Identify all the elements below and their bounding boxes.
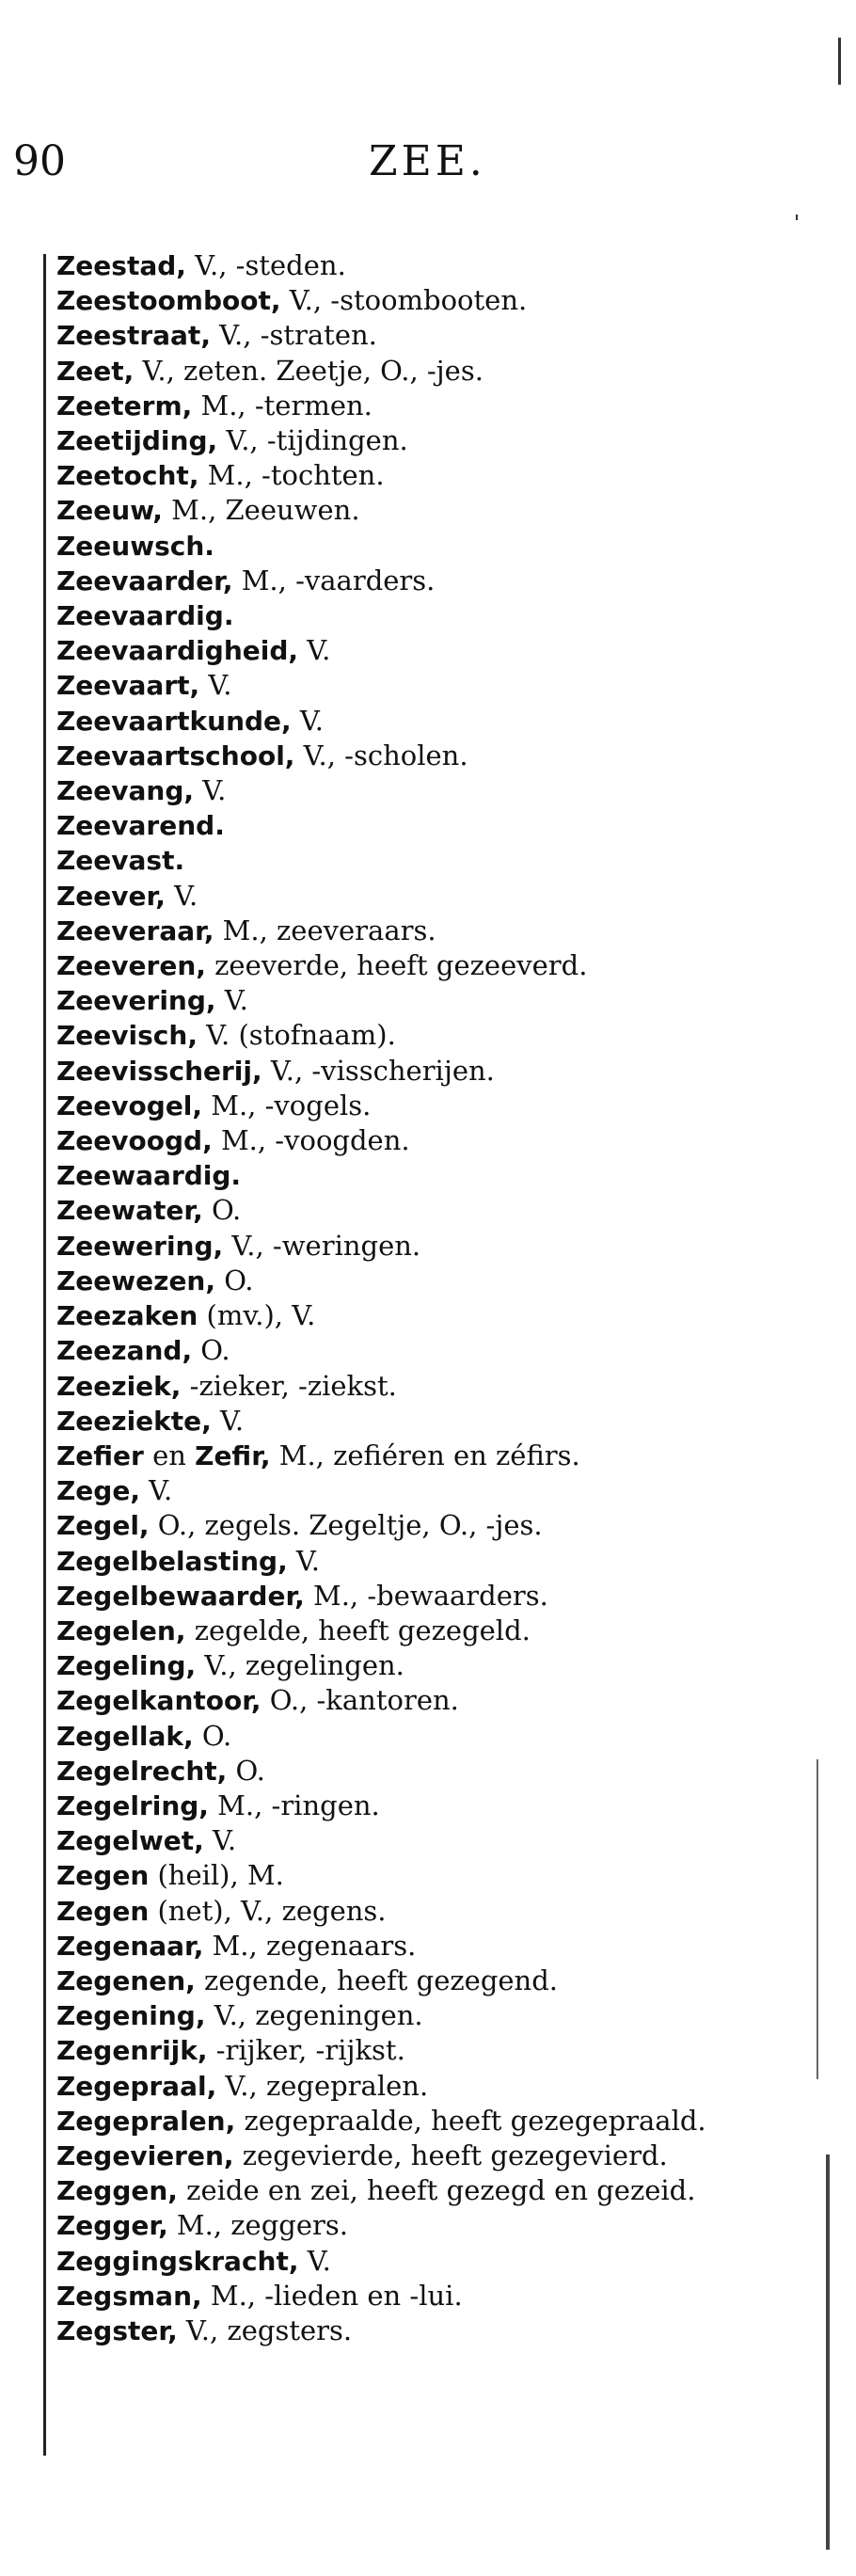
dictionary-entry [56,1964,828,1998]
entry-headword: Zegenrijk, [56,2035,208,2067]
dictionary-entry [56,1333,828,1368]
entry-definition: M., -tochten. [198,459,385,492]
dictionary-entry [56,1404,828,1439]
entry-headword: Zegelwet, [56,1825,204,1857]
entry-definition: O., zegels. Zegeltje, O., -jes. [149,1509,543,1542]
entry-headword: Zegellak, [56,1720,194,1752]
entry-headword: Zegelkantoor, [56,1685,262,1717]
entry-definition: M., zeeveraars. [214,914,436,946]
dictionary-entries [56,248,828,2348]
dictionary-entry [56,1264,828,1298]
entry-headword: Zegger, [56,2210,168,2242]
entry-definition: (heil), M. [149,1859,284,1892]
entry-definition: V. [203,1824,237,1857]
entry-definition: M., zefiéren en zéfirs. [270,1439,580,1471]
scan-edge-mark [816,1759,818,2079]
entry-headword: Zeestraat, [56,320,211,352]
entry-headword: Zegelring, [56,1789,209,1821]
entry-headword: Zeevaartkunde, [56,705,292,737]
dictionary-entry [56,1054,828,1089]
entry-definition: -zieker, -ziekst. [181,1369,397,1402]
dictionary-entry [56,948,828,983]
dictionary-entry [56,2069,828,2104]
dictionary-entry [56,843,828,878]
entry-headword: Zeever, [56,880,166,912]
entry-definition: V. [211,1404,245,1437]
dictionary-entry [56,283,828,318]
dictionary-entry [56,1648,828,1683]
entry-headword: Zeeuwsch. [56,530,214,562]
dictionary-entry [56,1858,828,1893]
dictionary-entry [56,2244,828,2279]
dictionary-entry [56,1123,828,1158]
dictionary-entry [56,598,828,633]
entry-definition: V. [298,2244,331,2277]
entry-definition: -rijker, -rijkst. [207,2034,405,2067]
entry-headword: Zeeterm, [56,390,193,421]
entry-definition: V. [291,704,324,737]
entry-headword: Zegelen, [56,1614,186,1646]
entry-headword: Zeevogel, [56,1089,203,1121]
dictionary-entry [56,389,828,423]
dictionary-entry [56,1719,828,1754]
entry-headword: Zeevaartschool, [56,739,295,771]
entry-headword: Zegevieren, [56,2139,234,2171]
entry-definition: M., -voogden. [212,1124,410,1157]
entry-definition: O. [202,1194,242,1227]
entry-headword: Zegelbelasting, [56,1545,288,1577]
entry-definition: V., -weringen. [223,1229,421,1262]
entry-headword: Zeevisscherij, [56,1055,262,1087]
entry-definition: V., zegeningen. [205,1999,423,2032]
entry-definition: O., -kantoren. [261,1684,459,1717]
entry-definition: V., -visscherijen. [262,1054,495,1087]
entry-headword: Zeetocht, [56,460,199,492]
dictionary-entry [56,1229,828,1264]
page-number: 90 [13,137,66,185]
entry-headword: Zeevang, [56,775,195,807]
dictionary-entry [56,1754,828,1789]
entry-headword: Zeevering, [56,985,216,1017]
dictionary-entry [56,2314,828,2348]
entry-headword: Zegeling, [56,1650,197,1682]
dictionary-entry [56,1018,828,1053]
dictionary-entry [56,1473,828,1508]
entry-definition: zeide en zei, heeft gezegd en gezeid. [177,2174,696,2207]
entry-definition: zegelde, heeft gezegeld. [185,1614,531,1646]
entry-definition: V. [139,1474,173,1507]
dictionary-entry [56,493,828,528]
entry-headword: Zeevarend. [56,810,225,842]
dictionary-entry [56,1929,828,1964]
entry-definition: V. [287,1544,321,1577]
entry-definition: V. [215,984,248,1017]
dictionary-entry [56,1998,828,2033]
entry-definition: O. [192,1334,230,1367]
dictionary-entry [56,1823,828,1858]
entry-headword: Zeeziekte, [56,1405,212,1437]
entry-definition: O. [193,1719,232,1752]
entry-definition: (net), V., zegens. [149,1894,387,1927]
dictionary-entry [56,1369,828,1404]
dictionary-entry [56,1544,828,1579]
dictionary-entry [56,808,828,843]
entry-headword: Zegen [56,1860,150,1892]
dictionary-entry [56,354,828,389]
entry-definition: V., -steden. [185,249,346,281]
entry-headword: Zegenen, [56,1964,196,1996]
entry-headword: Zegening, [56,2000,206,2032]
dictionary-entry [56,2104,828,2139]
entry-headword: Zegenaar, [56,1930,204,1962]
entry-headword: Zeevoogd, [56,1125,213,1157]
entry-headword: Zegsman, [56,2280,202,2312]
entry-definition: zegepraalde, heeft gezegepraald. [235,2104,706,2137]
dictionary-entry [56,739,828,773]
dictionary-entry [56,529,828,564]
entry-headword: Zeevaardig. [56,600,234,632]
entry-headword: Zeevisch, [56,1020,198,1052]
dictionary-entry [56,879,828,914]
dictionary-entry [56,1683,828,1718]
dictionary-entry [56,914,828,948]
dictionary-entry [56,1789,828,1823]
entry-definition: V., -straten. [210,319,377,352]
page-heading: ZEE. [369,137,486,185]
scan-edge-mark [826,2155,830,2550]
entry-definition: zegevierde, heeft gezegevierd. [233,2139,668,2171]
entry-definition: V., zegepralen. [216,2069,429,2102]
dictionary-entry [56,2139,828,2173]
dictionary-entry [56,248,828,283]
dictionary-entry [56,1158,828,1193]
entry-definition: V., -stoombooten. [280,284,528,317]
scan-edge-mark [796,215,798,220]
entry-headword: Zeewaardig. [56,1160,242,1192]
entry-definition: V. [194,774,227,807]
entry-definition: en [143,1439,196,1471]
entry-headword: Zeevaart, [56,670,200,702]
dictionary-entry [56,1894,828,1929]
entry-definition: M., zeggers. [167,2209,348,2242]
entry-headword: Zeevaardigheid, [56,635,299,667]
dictionary-entry [56,633,828,668]
entry-headword: Zegelbewaarder, [56,1580,305,1612]
entry-headword: Zeetijding, [56,425,218,457]
entry-headword: Zege, [56,1475,140,1507]
entry-definition: (mv.), V. [198,1299,316,1332]
dictionary-entry [56,423,828,458]
dictionary-entry [56,983,828,1018]
entry-headword: Zeezaken [56,1300,198,1332]
entry-definition: V., zegsters. [177,2314,353,2346]
entry-definition: M., -termen. [192,389,373,421]
entry-headword: Zeeuw, [56,495,163,527]
dictionary-entry [56,564,828,598]
entry-headword: Zeeveraar, [56,914,214,946]
entry-definition: M., -vogels. [202,1089,372,1121]
entry-definition: V., -tijdingen. [217,424,408,457]
entry-definition: zeeverde, heeft gezeeverd. [205,949,588,982]
dictionary-entry [56,1508,828,1543]
entry-definition: zegende, heeft gezegend. [195,1964,559,1996]
entry-headword: Zeezand, [56,1335,193,1367]
dictionary-entry [56,2208,828,2243]
dictionary-entry [56,704,828,739]
dictionary-entry [56,773,828,808]
entry-headword: Zegster, [56,2314,178,2346]
dictionary-entry [56,1193,828,1228]
dictionary-entry [56,2033,828,2068]
dictionary-entry [56,1089,828,1123]
entry-headword: Zeevast. [56,845,185,877]
entry-headword: Zeet, [56,355,135,387]
dictionary-entry [56,1298,828,1333]
entry-headword-variant: Zefir, [195,1439,271,1471]
entry-definition: M., -lieden en -lui. [201,2279,463,2312]
column-rule [43,254,46,2456]
dictionary-entry [56,2279,828,2314]
entry-definition: V. [199,669,232,702]
entry-definition: V. [298,634,331,667]
entry-definition: M., -bewaarders. [304,1579,548,1612]
dictionary-entry [56,2173,828,2208]
entry-headword: Zeeveren, [56,950,206,982]
entry-headword: Zeeziek, [56,1370,182,1402]
entry-headword: Zegepraal, [56,2070,217,2102]
entry-headword: Zegel, [56,1510,150,1542]
dictionary-entry [56,1579,828,1614]
entry-headword: Zegen [56,1895,150,1927]
entry-headword: Zeggen, [56,2175,178,2207]
entry-headword: Zefier [56,1439,144,1471]
entry-definition: V., -scholen. [294,739,468,771]
entry-definition: V. [165,879,198,912]
entry-definition: M., Zeeuwen. [162,494,360,527]
entry-definition: V., zegelingen. [196,1649,404,1682]
entry-definition: V., zeten. Zeetje, O., -jes. [134,354,483,387]
entry-headword: Zeestad, [56,250,186,281]
entry-definition: V. (stofnaam). [197,1019,396,1052]
entry-headword: Zeewezen, [56,1264,215,1296]
entry-headword: Zeestoomboot, [56,285,281,317]
scan-edge-mark [838,38,841,85]
dictionary-entry [56,318,828,353]
entry-definition: M., zegenaars. [203,1929,417,1962]
entry-headword: Zeggingskracht, [56,2245,299,2277]
entry-headword: Zegelrecht, [56,1755,228,1787]
entry-definition: O. [215,1264,254,1296]
entry-definition: M., -ringen. [208,1789,380,1821]
entry-headword: Zegepralen, [56,2105,236,2137]
dictionary-entry [56,458,828,493]
entry-headword: Zeevaarder, [56,564,233,596]
entry-headword: Zeewering, [56,1230,224,1262]
entry-headword: Zeewater, [56,1195,203,1227]
dictionary-entry [56,1439,828,1473]
dictionary-entry [56,668,828,703]
entry-definition: M., -vaarders. [232,564,436,596]
dictionary-entry [56,1614,828,1648]
entry-definition: O. [227,1754,265,1787]
